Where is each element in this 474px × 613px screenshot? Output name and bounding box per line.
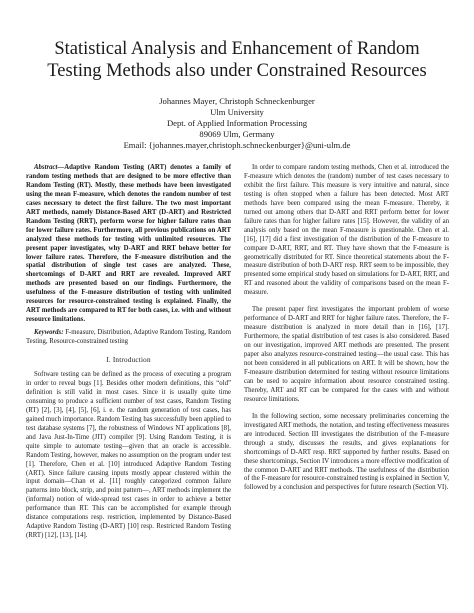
intro-paragraph-3: The present paper first investigates the important problem of worse performance of D-ART and RRT for higher failure rates. Therefore, the F-measure distribution is analyzed in more detail than in [16], [17]. Furthermore, the spatial distribution of test cases is also considered. Based on our investigation, improved ART methods are presented. The present paper also analyzes resource-constrained testing—the usual case. This has not been considered in all publications on ART. It will be shown, how the F-measure distribution determined for testing without resource limitations can be used to acquire information about resource constrained testing. Thereby, ART and RT can be compared for the cases with and without resource limitations.	[244, 306, 449, 403]
keywords-text: F-measure, Distribution, Adaptive Random Testing, Random Testing, Resource-constrained testing	[26, 329, 231, 346]
intro-paragraph-1: Software testing can be defined as the process of executing a program in order to reveal bugs [1]. Besides other modern definitions, this “old” definition is still valid in most cases. Since it is usually quite time consuming to produce a sufficient number of test cases, Random Testing (RT) [2], [3], [4], [5], [6], i. e. the random generation of test cases, has gained much importance. Random Testing has successfully been applied to test database systems [7], the robustness of Windows NT applications [8], and Java Just-In-Time (JIT) compiler [9]. Using Random Testing, it is quite simple to automate testing—given that an oracle is accessible. Random Testing, however, makes no assumption on the program under test [1]. Therefore, Chen et al. [10] introduced Adaptive Random Testing (ART). Since failure causing inputs mostly appear clustered within the input domain—Chan et al. [11] roughly categorized common failure patterns into block, strip, and point pattern—, ART methods implement the (informal) notion of wide-spread test cases in order to achieve a better performance than RT. This can be accomplished for example through distance computations resp. restriction, implemented by Distance-Based Adaptive Random Testing (D-ART) [10] resp. Restricted Random Testing (RRT) [12], [13], [14].	[26, 371, 231, 540]
right-column	[244, 164, 449, 493]
keywords	[26, 329, 231, 347]
affiliation-department: Dept. of Applied Information Processing	[166, 118, 308, 128]
author-block	[40, 96, 434, 151]
affiliation-university: Ulm University	[210, 107, 264, 117]
abstract-text: —Adaptive Random Testing (ART) denotes a family of random testing methods that are designed to be more effective than Random Testing (RT). Mostly, these methods have been investigated using the mean F-measure, which denotes the random number of test cases necessary to detect the first failure. The two most important ART methods, namely Distance-Based ART (D-ART) and Restricted Random Testing (RRT), perform worse for higher failure rates than for lower failure rates. Furthermore, all previous publications on ART analyzed these methods for testing with unlimited resources. The present paper investigates, why D-ART and RRT behave better for lower failure rates. Therefore, the F-measure distribution and the spatial distribution of single test cases are analyzed. These, shortcomings of D-ART and RRT are revealed. Improved ART methods are presented based on our findings. Furthermore, the usefulness of the F-measure distribution of testing with unlimited resources for resource-constrained testing is explained. Finally, the ART methods are compared to RT for both cases, i.e. with and without resource limitations.	[26, 164, 231, 324]
intro-paragraph-4: In the following section, some necessary preliminaries concerning the investigated ART methods, the notation, and testing effectiveness measures are introduced. Section III investigates the distribution of the F-measure through a study, discusses the results, and gives explanations for shortcomings of D-ART resp. RRT supported by further results. Based on these shortcomings, Section IV introduces a more effective modification of the common D-ART and RRT methods. The usefulness of the distribution of the F-measure for resource-constrained testing is explained in Section V, followed by a conclusion and perspectives for future research (Section VI).	[244, 412, 449, 492]
intro-paragraph-2: In order to compare random testing methods, Chen et al. introduced the F-measure which denotes the (random) number of test cases necessary to exhibit the first failure. This measure is very intuitive and natural, since testing is often stopped when a failure has been detected. Most ART methods have been compared using the mean F-measure. Thereby, it turned out among others that D-ART and RRT perform better for lower failure rates than for higher failure rates [15]. However, the validity of an analysis only based on the mean F-measure is questionable. Chen et al. [16], [17] did a first investigation of the distribution of the F-measure to compare D-ART, RRT, and RT. They have shown that the F-measure is geometrically distributed for RT. Since theoretical statements about the F-measure distribution of both D-ART resp. RRT seem to be impossible, they presented some empirical study based on simulations for D-ART, RRT, and RT and reasoned about the validity of comparisons based on the mean F-measure.	[244, 164, 449, 297]
title-line-2: Testing Methods also under Constrained Resources	[47, 61, 427, 81]
author-email: Email: {johannes.mayer,christoph.schneckenburger}@uni-ulm.de	[123, 140, 351, 150]
paper-title	[20, 38, 454, 82]
section-heading-introduction: I. Introduction	[106, 356, 151, 365]
abstract	[26, 164, 231, 325]
affiliation-address: 89069 Ulm, Germany	[199, 129, 275, 139]
title-line-1: Statistical Analysis and Enhancement of Random	[54, 39, 420, 59]
left-column	[26, 164, 231, 541]
author-names: Johannes Mayer, Christoph Schneckenburger	[159, 96, 315, 106]
abstract-label: Abstract	[34, 164, 58, 171]
keywords-label: Keywords:	[34, 329, 64, 337]
